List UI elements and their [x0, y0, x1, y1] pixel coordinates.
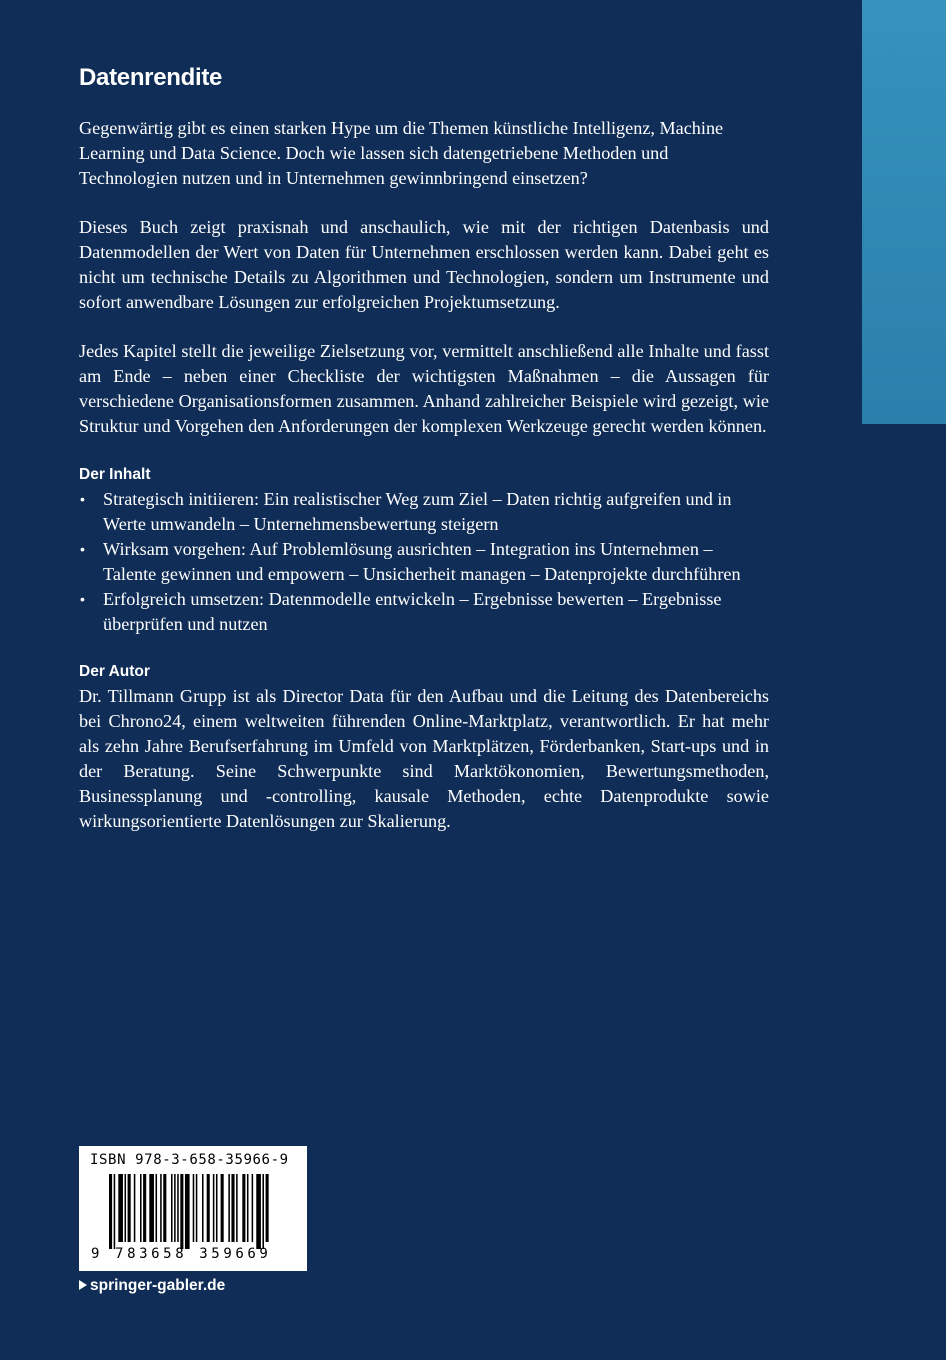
book-title: Datenrendite: [79, 64, 223, 91]
barcode-bar: [202, 1174, 204, 1242]
barcode-bar: [109, 1174, 112, 1249]
author-heading: Der Autor: [79, 663, 150, 680]
barcode-bar: [128, 1174, 131, 1242]
barcode-bar: [149, 1174, 154, 1242]
list-item-text: Strategisch initiieren: Ein realistischer Weg zum Ziel – Daten richtig aufgreifen und in Werte umwandeln – Unternehmensbewertung steigern: [103, 489, 732, 534]
barcode-bar: [163, 1174, 166, 1242]
barcode-bar: [213, 1174, 215, 1242]
bullet-icon: •: [80, 541, 85, 557]
barcode-bar: [193, 1174, 195, 1242]
barcode-bar: [180, 1174, 183, 1249]
list-item: [79, 587, 769, 637]
barcode-bar: [185, 1174, 190, 1249]
barcode-bar: [118, 1174, 123, 1242]
isbn-label: ISBN 978-3-658-35966-9: [90, 1152, 289, 1168]
list-item-text: Wirksam vorgehen: Auf Problemlösung ausrichten – Integration ins Unternehmen – Talente gewinnen und empowern – Unsicherheit managen – Datenprojekte durchführen: [103, 539, 741, 584]
list-item-text: Erfolgreich umsetzen: Datenmodelle entwickeln – Ergebnisse bewerten – Ergebnisse überprüfen und nutzen: [103, 589, 722, 634]
list-item: [79, 537, 769, 587]
barcode-bar: [216, 1174, 218, 1242]
bullet-icon: •: [80, 591, 85, 607]
barcode-bar: [256, 1174, 261, 1249]
barcode-bar: [177, 1174, 179, 1242]
barcode-bar: [236, 1174, 238, 1242]
barcode-bar: [231, 1174, 234, 1242]
back-cover-text: [79, 62, 769, 858]
contents-heading: Der Inhalt: [79, 466, 151, 483]
barcode-bar: [221, 1174, 224, 1242]
barcode-bar: [140, 1174, 142, 1242]
barcode-bar: [207, 1174, 210, 1242]
barcode-bar: [252, 1174, 254, 1242]
barcode-bar: [242, 1174, 245, 1242]
barcode-bar: [160, 1174, 162, 1242]
publisher-url: springer-gabler.de: [90, 1277, 226, 1294]
isbn-barcode: [79, 1146, 307, 1271]
barcode-bar: [247, 1174, 249, 1242]
barcode-bar: [174, 1174, 176, 1242]
accent-bar: [862, 0, 946, 424]
description-paragraph: Dieses Buch zeigt praxisnah und anschaulich, wie mit der richtigen Datenbasis und Datenmodellen der Wert von Daten für Unternehmen erschlossen werden kann. Dabei geht es nicht um technische Details zu Algorithmen und Technologien, sondern um Instrumente und sofort anwendbare Lösungen zur erfolgreichen Projektumsetzung.: [79, 217, 769, 312]
arrow-right-icon: [79, 1280, 87, 1290]
barcode-bar: [156, 1174, 158, 1242]
barcode-digits: 9 783658 359669: [91, 1246, 272, 1262]
barcode-bar: [171, 1174, 173, 1242]
publisher-link[interactable]: [79, 1275, 225, 1297]
barcode-bar: [143, 1174, 146, 1242]
barcode-bar: [266, 1174, 269, 1242]
barcode-bar: [228, 1174, 230, 1242]
barcode-bar: [134, 1174, 136, 1242]
barcode-bar: [125, 1174, 127, 1242]
barcode-bar: [262, 1174, 264, 1249]
intro-paragraph: Gegenwärtig gibt es einen starken Hype um die Themen künstliche Intelligenz, Machine Learning und Data Science. Doch wie lassen sich datengetriebene Methoden und Technologien nutzen und in Unternehmen gewinnbringend einsetzen?: [79, 118, 724, 188]
list-item: [79, 487, 769, 537]
barcode-bar: [196, 1174, 198, 1242]
barcode-bar: [114, 1174, 116, 1249]
contents-list: [79, 487, 769, 637]
chapter-paragraph: Jedes Kapitel stellt die jeweilige Zielsetzung vor, vermittelt anschließend alle Inhalte und fasst am Ende – neben einer Checkliste der wichtigsten Maßnahmen – die Aussagen für verschiedene Organisationsformen zusammen. Anhand zahlreicher Beispiele wird gezeigt, wie Struktur und Vorgehen den Anforderungen der komplexen Werkzeuge gerecht werden können.: [79, 341, 769, 436]
bullet-icon: •: [80, 491, 85, 507]
author-paragraph: Dr. Tillmann Grupp ist als Director Data für den Aufbau und die Leitung des Datenbereichs bei Chrono24, einem weltweiten führenden Online-Marktplatz, verantwortlich. Er hat mehr als zehn Jahre Berufserfahrung im Umfeld von Marktplätzen, Förderbanken, Start-ups und in der Beratung. Seine Schwerpunkte sind Marktökonomien, Bewertungsmethoden, Businessplanung und -controlling, kausale Methoden, echte Datenprodukte sowie wirkungsorientierte Datenlösungen zur Skalierung.: [79, 686, 769, 831]
